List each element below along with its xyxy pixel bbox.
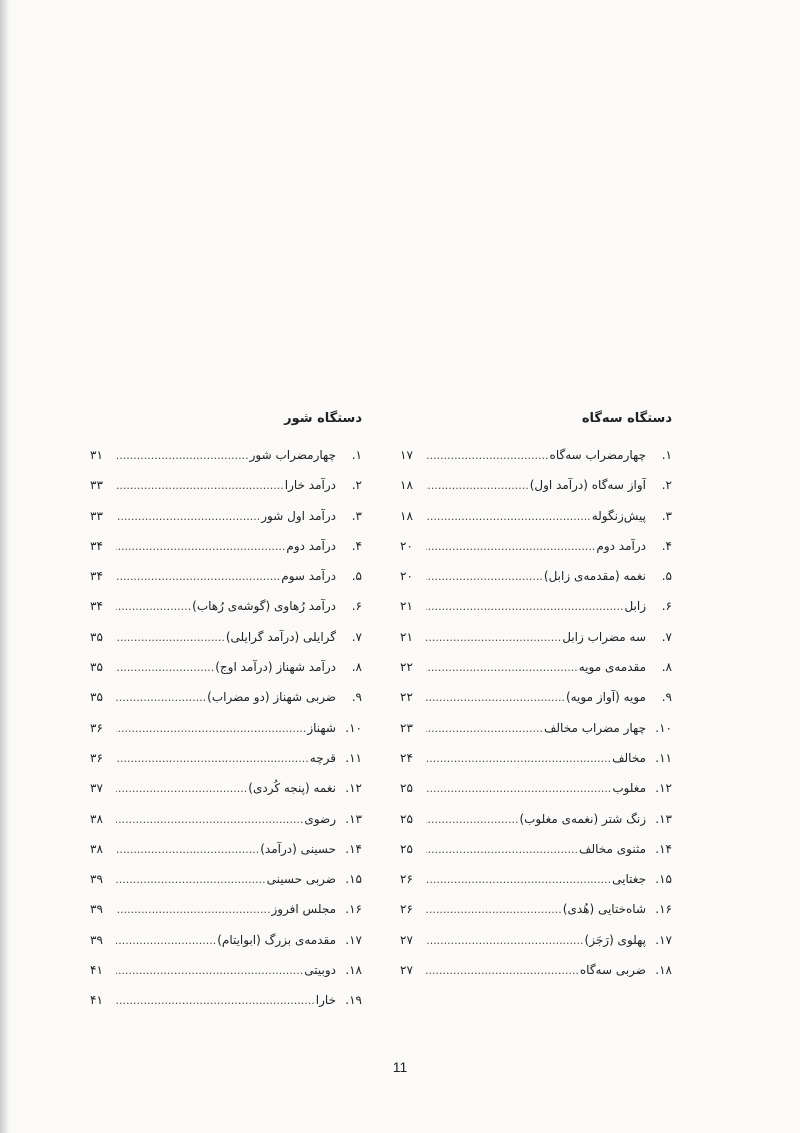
entry-number: ۳. bbox=[351, 508, 362, 523]
toc-entry bbox=[400, 501, 672, 531]
entry-number: ۱۹. bbox=[345, 993, 362, 1008]
entry-number: ۶. bbox=[661, 599, 672, 614]
entry-number: ۹. bbox=[351, 690, 362, 705]
toc-entry bbox=[90, 743, 362, 773]
entry-title: شاه‌ختایی (هُدی) bbox=[562, 902, 646, 917]
entry-number: ۱۳. bbox=[655, 811, 672, 826]
dot-leader bbox=[426, 895, 563, 925]
entry-title: چهارمضراب سه‌گاه bbox=[549, 448, 646, 462]
entry-title: سه مضراب زابل bbox=[562, 629, 646, 644]
entry-number: ۱. bbox=[351, 448, 362, 462]
entry-title: ضربی سه‌گاه bbox=[579, 963, 646, 978]
dot-leader bbox=[426, 471, 530, 501]
toc-entry bbox=[400, 894, 672, 924]
entry-number: ۲. bbox=[661, 478, 672, 493]
entry-number: ۱۵. bbox=[345, 872, 362, 887]
entry-page-number: ۳۴ bbox=[90, 599, 103, 614]
entry-title: درآمد خارا bbox=[284, 478, 336, 493]
dot-leader bbox=[426, 653, 579, 683]
entry-number: ۱۴. bbox=[655, 841, 672, 856]
toc-entry bbox=[90, 501, 362, 531]
toc-entry bbox=[90, 713, 362, 743]
section-shur bbox=[90, 404, 362, 1016]
toc-entry bbox=[90, 470, 362, 500]
page-number: 11 bbox=[392, 1059, 408, 1075]
dot-leader bbox=[116, 744, 310, 774]
entry-title: پهلوی (رَجَز) bbox=[584, 932, 646, 947]
entry-title: زنگ شتر (نغمه‌ی مغلوب) bbox=[519, 811, 646, 826]
dot-leader bbox=[426, 502, 592, 532]
entry-page-number: ۳۴ bbox=[90, 569, 103, 584]
entry-title: زابل bbox=[624, 599, 646, 614]
entry-number: ۳. bbox=[661, 508, 672, 523]
dot-leader bbox=[116, 774, 248, 804]
toc-entry bbox=[90, 531, 362, 561]
toc-entry bbox=[90, 985, 362, 1015]
entry-title: جغتایی bbox=[612, 872, 646, 887]
entry-title: قرچه bbox=[309, 750, 336, 765]
entry-number: ۱۲. bbox=[655, 781, 672, 796]
entry-number: ۴. bbox=[661, 538, 672, 553]
toc-entry bbox=[90, 864, 362, 894]
toc-entry bbox=[90, 652, 362, 682]
entry-number: ۴. bbox=[351, 538, 362, 553]
entry-page-number: ۳۵ bbox=[90, 690, 103, 705]
toc-entry bbox=[400, 864, 672, 894]
toc-entry bbox=[400, 561, 672, 591]
section-segah bbox=[400, 404, 672, 985]
entry-page-number: ۲۲ bbox=[400, 660, 413, 675]
dot-leader bbox=[116, 471, 285, 501]
dot-leader bbox=[426, 865, 612, 895]
toc-entry bbox=[90, 682, 362, 712]
dot-leader bbox=[426, 956, 580, 986]
entry-page-number: ۳۸ bbox=[90, 811, 103, 826]
entry-page-number: ۲۵ bbox=[400, 811, 413, 826]
entry-page-number: ۲۷ bbox=[400, 932, 413, 947]
toc-entry bbox=[400, 682, 672, 712]
entry-title: رضوی bbox=[304, 811, 336, 826]
dot-leader bbox=[426, 835, 579, 865]
toc-entry bbox=[90, 561, 362, 591]
entry-page-number: ۳۵ bbox=[90, 660, 103, 675]
dot-leader bbox=[426, 683, 566, 713]
dot-leader bbox=[426, 592, 624, 622]
entry-page-number: ۳۴ bbox=[90, 538, 103, 553]
toc-entry bbox=[400, 955, 672, 985]
entry-number: ۱۸. bbox=[345, 963, 362, 978]
toc-entry bbox=[400, 652, 672, 682]
entry-title: پیش‌زنگوله bbox=[591, 508, 646, 523]
dot-leader bbox=[116, 956, 304, 986]
toc-list bbox=[400, 440, 672, 985]
toc-entry bbox=[400, 804, 672, 834]
dot-leader bbox=[426, 926, 585, 956]
dot-leader bbox=[426, 623, 562, 653]
dot-leader bbox=[116, 714, 307, 744]
entry-page-number: ۴۱ bbox=[90, 963, 103, 978]
entry-number: ۷. bbox=[661, 629, 672, 644]
entry-number: ۱۷. bbox=[655, 932, 672, 947]
dot-leader bbox=[116, 502, 261, 532]
entry-number: ۱۶. bbox=[345, 902, 362, 917]
entry-page-number: ۲۷ bbox=[400, 963, 413, 978]
dot-leader bbox=[116, 562, 281, 592]
section-heading: دستگاه شور bbox=[284, 411, 362, 426]
entry-number: ۱۰. bbox=[655, 720, 672, 735]
toc-entry bbox=[400, 773, 672, 803]
entry-page-number: ۳۱ bbox=[90, 448, 103, 462]
dot-leader bbox=[116, 835, 260, 865]
entry-title: شهناز bbox=[307, 720, 336, 735]
entry-title: مخالف bbox=[612, 750, 646, 765]
entry-page-number: ۲۲ bbox=[400, 690, 413, 705]
entry-page-number: ۴۱ bbox=[90, 993, 103, 1008]
entry-number: ۱۳. bbox=[345, 811, 362, 826]
toc-entry bbox=[400, 531, 672, 561]
entry-page-number: ۳۹ bbox=[90, 872, 103, 887]
entry-page-number: ۲۵ bbox=[400, 841, 413, 856]
entry-number: ۵. bbox=[351, 569, 362, 584]
entry-page-number: ۳۹ bbox=[90, 932, 103, 947]
dot-leader bbox=[426, 532, 596, 562]
entry-title: خارا bbox=[315, 993, 336, 1008]
entry-title: درآمد شهناز (درآمد اوج) bbox=[215, 660, 336, 675]
toc-entry bbox=[90, 894, 362, 924]
entry-number: ۱۶. bbox=[655, 902, 672, 917]
toc-entry bbox=[400, 591, 672, 621]
toc-entry bbox=[400, 470, 672, 500]
entry-title: ضربی حسینی bbox=[266, 872, 336, 887]
toc-entry bbox=[90, 440, 362, 470]
entry-page-number: ۳۹ bbox=[90, 902, 103, 917]
entry-number: ۱. bbox=[661, 448, 672, 462]
entry-page-number: ۳۳ bbox=[90, 508, 103, 523]
entry-number: ۸. bbox=[351, 660, 362, 675]
entry-page-number: ۳۶ bbox=[90, 750, 103, 765]
dot-leader bbox=[426, 774, 612, 804]
dot-leader bbox=[116, 986, 316, 1016]
entry-title: چهارمضراب شور bbox=[249, 448, 336, 462]
dot-leader bbox=[116, 805, 304, 835]
entry-page-number: ۳۶ bbox=[90, 720, 103, 735]
entry-title: مقدمه‌ی بزرگ (ابوایتام) bbox=[217, 932, 336, 947]
dot-leader bbox=[426, 441, 550, 471]
entry-number: ۶. bbox=[351, 599, 362, 614]
entry-page-number: ۲۱ bbox=[400, 599, 413, 614]
entry-page-number: ۲۰ bbox=[400, 569, 413, 584]
dot-leader bbox=[426, 805, 519, 835]
entry-number: ۷. bbox=[351, 629, 362, 644]
entry-title: گرایلی (درآمد گرایلی) bbox=[225, 629, 336, 644]
entry-number: ۱۷. bbox=[345, 932, 362, 947]
dot-leader bbox=[116, 865, 267, 895]
entry-page-number: ۲۵ bbox=[400, 781, 413, 796]
entry-page-number: ۱۸ bbox=[400, 508, 413, 523]
entry-page-number: ۲۶ bbox=[400, 902, 413, 917]
entry-number: ۱۱. bbox=[345, 750, 362, 765]
entry-page-number: ۲۴ bbox=[400, 750, 413, 765]
entry-number: ۱۰. bbox=[345, 720, 362, 735]
dot-leader bbox=[426, 714, 544, 744]
dot-leader bbox=[426, 744, 612, 774]
toc-list bbox=[90, 440, 362, 1016]
entry-title: نغمه (مقدمه‌ی زابل) bbox=[543, 569, 646, 584]
entry-title: درآمد دوم bbox=[286, 538, 336, 553]
entry-page-number: ۱۷ bbox=[400, 448, 413, 462]
toc-entry bbox=[400, 440, 672, 470]
entry-title: ضربی شهناز (دو مضراب) bbox=[207, 690, 336, 705]
entry-number: ۱۱. bbox=[655, 750, 672, 765]
toc-entry bbox=[400, 834, 672, 864]
toc-entry bbox=[90, 925, 362, 955]
section-heading: دستگاه سه‌گاه bbox=[581, 411, 672, 426]
entry-number: ۱۵. bbox=[655, 872, 672, 887]
entry-number: ۱۲. bbox=[345, 781, 362, 796]
dot-leader bbox=[116, 683, 207, 713]
toc-entry bbox=[400, 713, 672, 743]
toc-entry bbox=[400, 622, 672, 652]
dot-leader bbox=[116, 623, 226, 653]
entry-number: ۱۴. bbox=[345, 841, 362, 856]
entry-page-number: ۳۳ bbox=[90, 478, 103, 493]
entry-page-number: ۲۰ bbox=[400, 538, 413, 553]
entry-page-number: ۳۵ bbox=[90, 629, 103, 644]
entry-title: نغمه (پنجه کُردی) bbox=[248, 781, 336, 796]
entry-number: ۸. bbox=[661, 660, 672, 675]
entry-title: چهار مضراب مخالف bbox=[543, 720, 646, 735]
entry-page-number: ۲۱ bbox=[400, 629, 413, 644]
entry-page-number: ۲۳ bbox=[400, 720, 413, 735]
dot-leader bbox=[426, 562, 544, 592]
dot-leader bbox=[116, 532, 286, 562]
entry-number: ۹. bbox=[661, 690, 672, 705]
entry-number: ۱۸. bbox=[655, 963, 672, 978]
entry-title: درآمد سوم bbox=[281, 569, 336, 584]
toc-entry bbox=[90, 834, 362, 864]
toc-entry bbox=[400, 925, 672, 955]
toc-entry bbox=[400, 743, 672, 773]
toc-entry bbox=[90, 622, 362, 652]
toc-entry bbox=[90, 591, 362, 621]
entry-title: مثنوی مخالف bbox=[579, 841, 646, 856]
toc-entry bbox=[90, 804, 362, 834]
entry-title: مغلوب bbox=[612, 781, 646, 796]
entry-page-number: ۳۸ bbox=[90, 841, 103, 856]
entry-title: درآمد اول شور bbox=[261, 508, 336, 523]
entry-title: درآمد رُهاوی (گوشه‌ی رُهاب) bbox=[192, 599, 336, 614]
dot-leader bbox=[116, 926, 217, 956]
entry-page-number: ۳۷ bbox=[90, 781, 103, 796]
entry-title: مقدمه‌ی مویه bbox=[578, 660, 646, 675]
entry-number: ۵. bbox=[661, 569, 672, 584]
entry-title: دوبیتی bbox=[304, 963, 336, 978]
page-edge-shadow bbox=[0, 0, 10, 1133]
entry-title: آواز سه‌گاه (درآمد اول) bbox=[529, 478, 646, 493]
dot-leader bbox=[116, 653, 215, 683]
toc-entry bbox=[90, 773, 362, 803]
dot-leader bbox=[116, 592, 192, 622]
entry-page-number: ۱۸ bbox=[400, 478, 413, 493]
entry-number: ۲. bbox=[351, 478, 362, 493]
dot-leader bbox=[116, 441, 250, 471]
entry-title: مویه (آواز مویه) bbox=[565, 690, 646, 705]
entry-title: حسینی (درآمد) bbox=[260, 841, 336, 856]
entry-page-number: ۲۶ bbox=[400, 872, 413, 887]
entry-title: درآمد دوم bbox=[596, 538, 646, 553]
toc-entry bbox=[90, 955, 362, 985]
entry-title: مجلس افروز bbox=[271, 902, 336, 917]
dot-leader bbox=[116, 895, 271, 925]
